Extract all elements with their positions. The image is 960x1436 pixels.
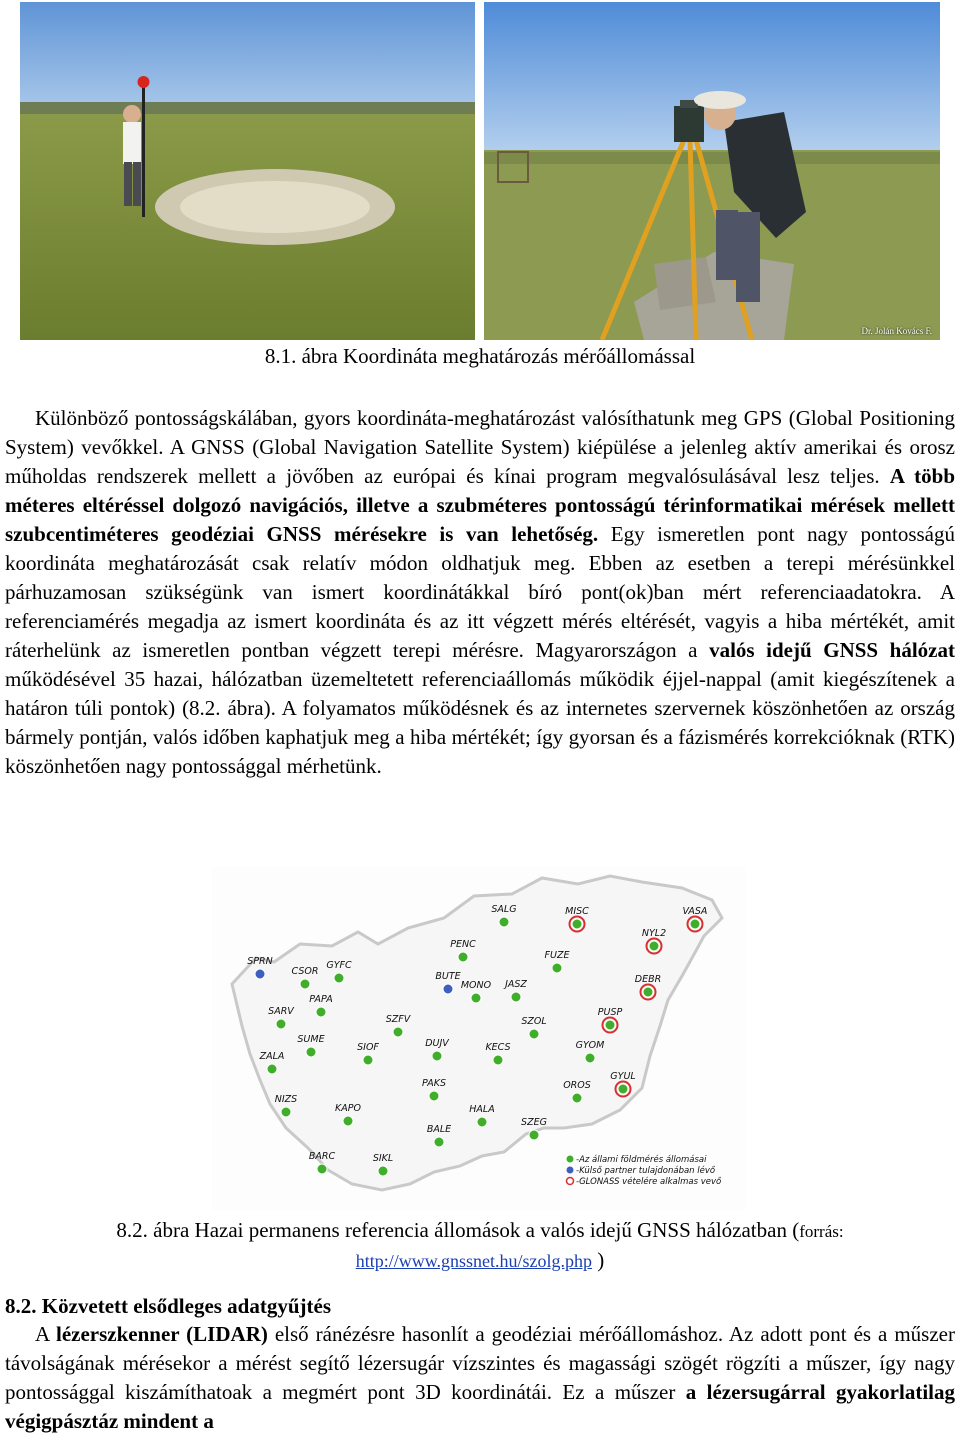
legend-item — [567, 1154, 708, 1165]
station-label: JASZ — [505, 979, 527, 990]
figure-2-caption-close: ) — [592, 1248, 605, 1272]
station-marker-icon — [281, 1107, 291, 1117]
source-link[interactable]: http://www.gnssnet.hu/szolg.php — [355, 1251, 593, 1271]
station-marker-icon — [276, 1019, 286, 1029]
station-marker-icon — [572, 919, 582, 929]
station-marker-icon — [378, 1166, 388, 1176]
station-marker-icon — [649, 941, 659, 951]
station-marker-icon — [267, 1064, 277, 1074]
photo-credit: Dr. Jolán Kovács F. — [861, 326, 932, 336]
station-marker-icon — [618, 1084, 628, 1094]
station-marker-icon — [690, 919, 700, 929]
station-label: SUME — [297, 1034, 325, 1045]
station-marker-icon — [529, 1029, 539, 1039]
station-marker-icon — [334, 973, 344, 983]
station-marker-icon — [458, 952, 468, 962]
map-legend — [567, 1154, 722, 1187]
figure-2-caption-main: 8.2. ábra Hazai permanens referencia állomások a valós idejű GNSS hálózatban ( — [116, 1218, 800, 1242]
station-marker-icon — [317, 1164, 327, 1174]
body-paragraph-1 — [5, 404, 955, 781]
station-marker-icon — [432, 1051, 442, 1061]
station-marker-icon — [499, 917, 509, 927]
hungary-outline — [232, 876, 722, 1190]
para-1-bold-1: A több méteres eltéréssel dolgozó navigációs, illetve a szubméteres pontosságú térinformatikai mérések mellett szubcentiméteres geodéziai GNSS mérésekre is van lehetőség. — [5, 464, 955, 546]
station-label: FUZE — [544, 950, 570, 961]
body-paragraph-2 — [5, 1320, 955, 1436]
station-label: SALG — [491, 904, 517, 915]
station-label: PUSP — [597, 1007, 623, 1018]
legend-marker-icon — [567, 1156, 574, 1163]
station-label: PENC — [450, 939, 476, 950]
station-marker-icon — [300, 979, 310, 989]
station-marker-icon — [306, 1047, 316, 1057]
station-label: GYFC — [326, 960, 352, 971]
station-marker-icon — [529, 1130, 539, 1140]
station-label: DEBR — [634, 974, 662, 985]
para-2-bold-1: lézerszkenner (LIDAR) — [55, 1322, 268, 1346]
legend-label: -GLONASS vételére alkalmas vevő — [576, 1177, 722, 1187]
station-label: SIOF — [357, 1042, 379, 1053]
station-label: SZEG — [521, 1117, 547, 1128]
station-label: BALE — [426, 1124, 452, 1135]
legend-item — [567, 1165, 716, 1176]
station-label: VASA — [682, 906, 708, 917]
station-marker-icon — [316, 1007, 326, 1017]
station-marker-icon — [393, 1027, 403, 1037]
station-marker-icon — [552, 963, 562, 973]
gnss-station-map — [212, 866, 746, 1210]
station-label: MISC — [565, 906, 589, 917]
legend-marker-icon — [567, 1167, 574, 1174]
section-heading: 8.2. Közvetett elsődleges adatgyűjtés — [5, 1294, 332, 1318]
station-marker-icon — [255, 969, 265, 979]
para-1-text-1: Különböző pontosságskálában, gyors koordináta-meghatározást valósíthatunk meg GPS (Global Positioning System) vevőkkel. A GNSS (Global Navigation Satellite System) kiépülése a jelenleg aktív amerikai és orosz műholdas rendszerek mellett a jövőben az európai és kínai program megvalósulásával lesz teljes. — [5, 406, 955, 488]
station-label: SPRN — [247, 956, 273, 967]
legend-label: -Az állami földmérés állomásai — [576, 1155, 707, 1165]
station-label: DUJV — [425, 1038, 449, 1049]
station-label: BARC — [308, 1151, 336, 1162]
photo-total-station — [484, 2, 940, 340]
station-marker-icon — [471, 993, 481, 1003]
para-2-text-1: A — [35, 1322, 56, 1346]
station-label: CSOR — [291, 966, 319, 977]
station-label: BUTE — [435, 971, 461, 982]
station-marker-icon — [511, 992, 521, 1002]
figure-2-caption — [0, 1216, 960, 1246]
station-marker-icon — [477, 1117, 487, 1127]
legend-marker-icon — [567, 1178, 574, 1185]
station-marker-icon — [493, 1055, 503, 1065]
para-1-bold-2: valós idejű GNSS hálózat — [709, 638, 955, 662]
station-label: OROS — [563, 1080, 591, 1091]
station-label: HALA — [469, 1104, 495, 1115]
station-marker-icon — [434, 1137, 444, 1147]
station-label: ZALA — [259, 1051, 285, 1062]
station-label: SZFV — [385, 1014, 411, 1025]
para-2-bold-2: a lézersugárral gyakorlatilag végigpásztáz mindent a — [5, 1380, 955, 1433]
station-marker-icon — [643, 987, 653, 997]
station-label: GYOM — [575, 1040, 605, 1051]
station-label: NYL2 — [641, 928, 667, 939]
station-marker-icon — [343, 1116, 353, 1126]
figure-2-caption-source: forrás: — [799, 1222, 844, 1241]
station-label: KAPO — [335, 1103, 361, 1114]
figure-1-caption: 8.1. ábra Koordináta meghatározás mérőállomással — [264, 344, 696, 368]
station-label: SARV — [268, 1006, 294, 1017]
station-marker-icon — [443, 984, 453, 994]
station-label: KECS — [485, 1042, 511, 1053]
station-marker-icon — [429, 1091, 439, 1101]
legend-label: -Külső partner tulajdonában lévő — [576, 1166, 716, 1176]
station-marker-icon — [363, 1055, 373, 1065]
para-1-text-3: működésével 35 hazai, hálózatban üzemeltetett referenciaállomás működik éjjel-nappal (amit kiegészítenek a határon túli pontok) (8.2. ábra). A folyamatos működésnek és az internetes szervernek köszönhetően az ország bármely pontján, valós időben kaphatjuk meg a hiba mértékét; így gyorsan és a fázismérés korrekcióknak (RTK) köszönhetően nagy pontossággal mérhetünk. — [5, 667, 955, 778]
station-marker-icon — [585, 1053, 595, 1063]
station-label: NIZS — [274, 1094, 298, 1105]
para-2-text-2: első ránézésre hasonlít a geodéziai mérőállomáshoz. Az adott pont és a műszer távolságának mérésekor a mérést segítő lézersugár vízszintes és magassági szögét rögzíti a műszer, így nagy pontossággal kiszámíthatoak a megmért pont 3D koordinátái. Ez a műszer — [5, 1322, 955, 1404]
para-1-text-2: Egy ismeretlen pont nagy pontosságú koordináta meghatározását csak relatív módon oldhatjuk meg. Ebben az esetben a terepi mérésünkkel párhuzamosan szükségünk van ismert koordinátákkal bíró pont(ok)ban mért referenciaadatokra. A referenciamérés megadja az ismert koordináta és az itt végzett mérés eltérését, vagyis a hiba mértékét, amit ráterhelünk az ismeretlen pontban végzett terepi mérésre. Magyarországon a — [5, 522, 956, 662]
station-marker-icon — [605, 1020, 615, 1030]
station-label: PAKS — [421, 1078, 447, 1089]
figure-2-caption-line-2 — [0, 1246, 960, 1275]
station-label: MONO — [460, 980, 492, 991]
photo-gps-survey-rod — [20, 2, 475, 340]
station-label: PAPA — [309, 994, 333, 1005]
station-marker-icon — [572, 1093, 582, 1103]
station-label: SIKL — [372, 1153, 394, 1164]
station-label: GYUL — [610, 1071, 636, 1082]
legend-item — [567, 1176, 722, 1187]
station-label: SZOL — [521, 1016, 547, 1027]
